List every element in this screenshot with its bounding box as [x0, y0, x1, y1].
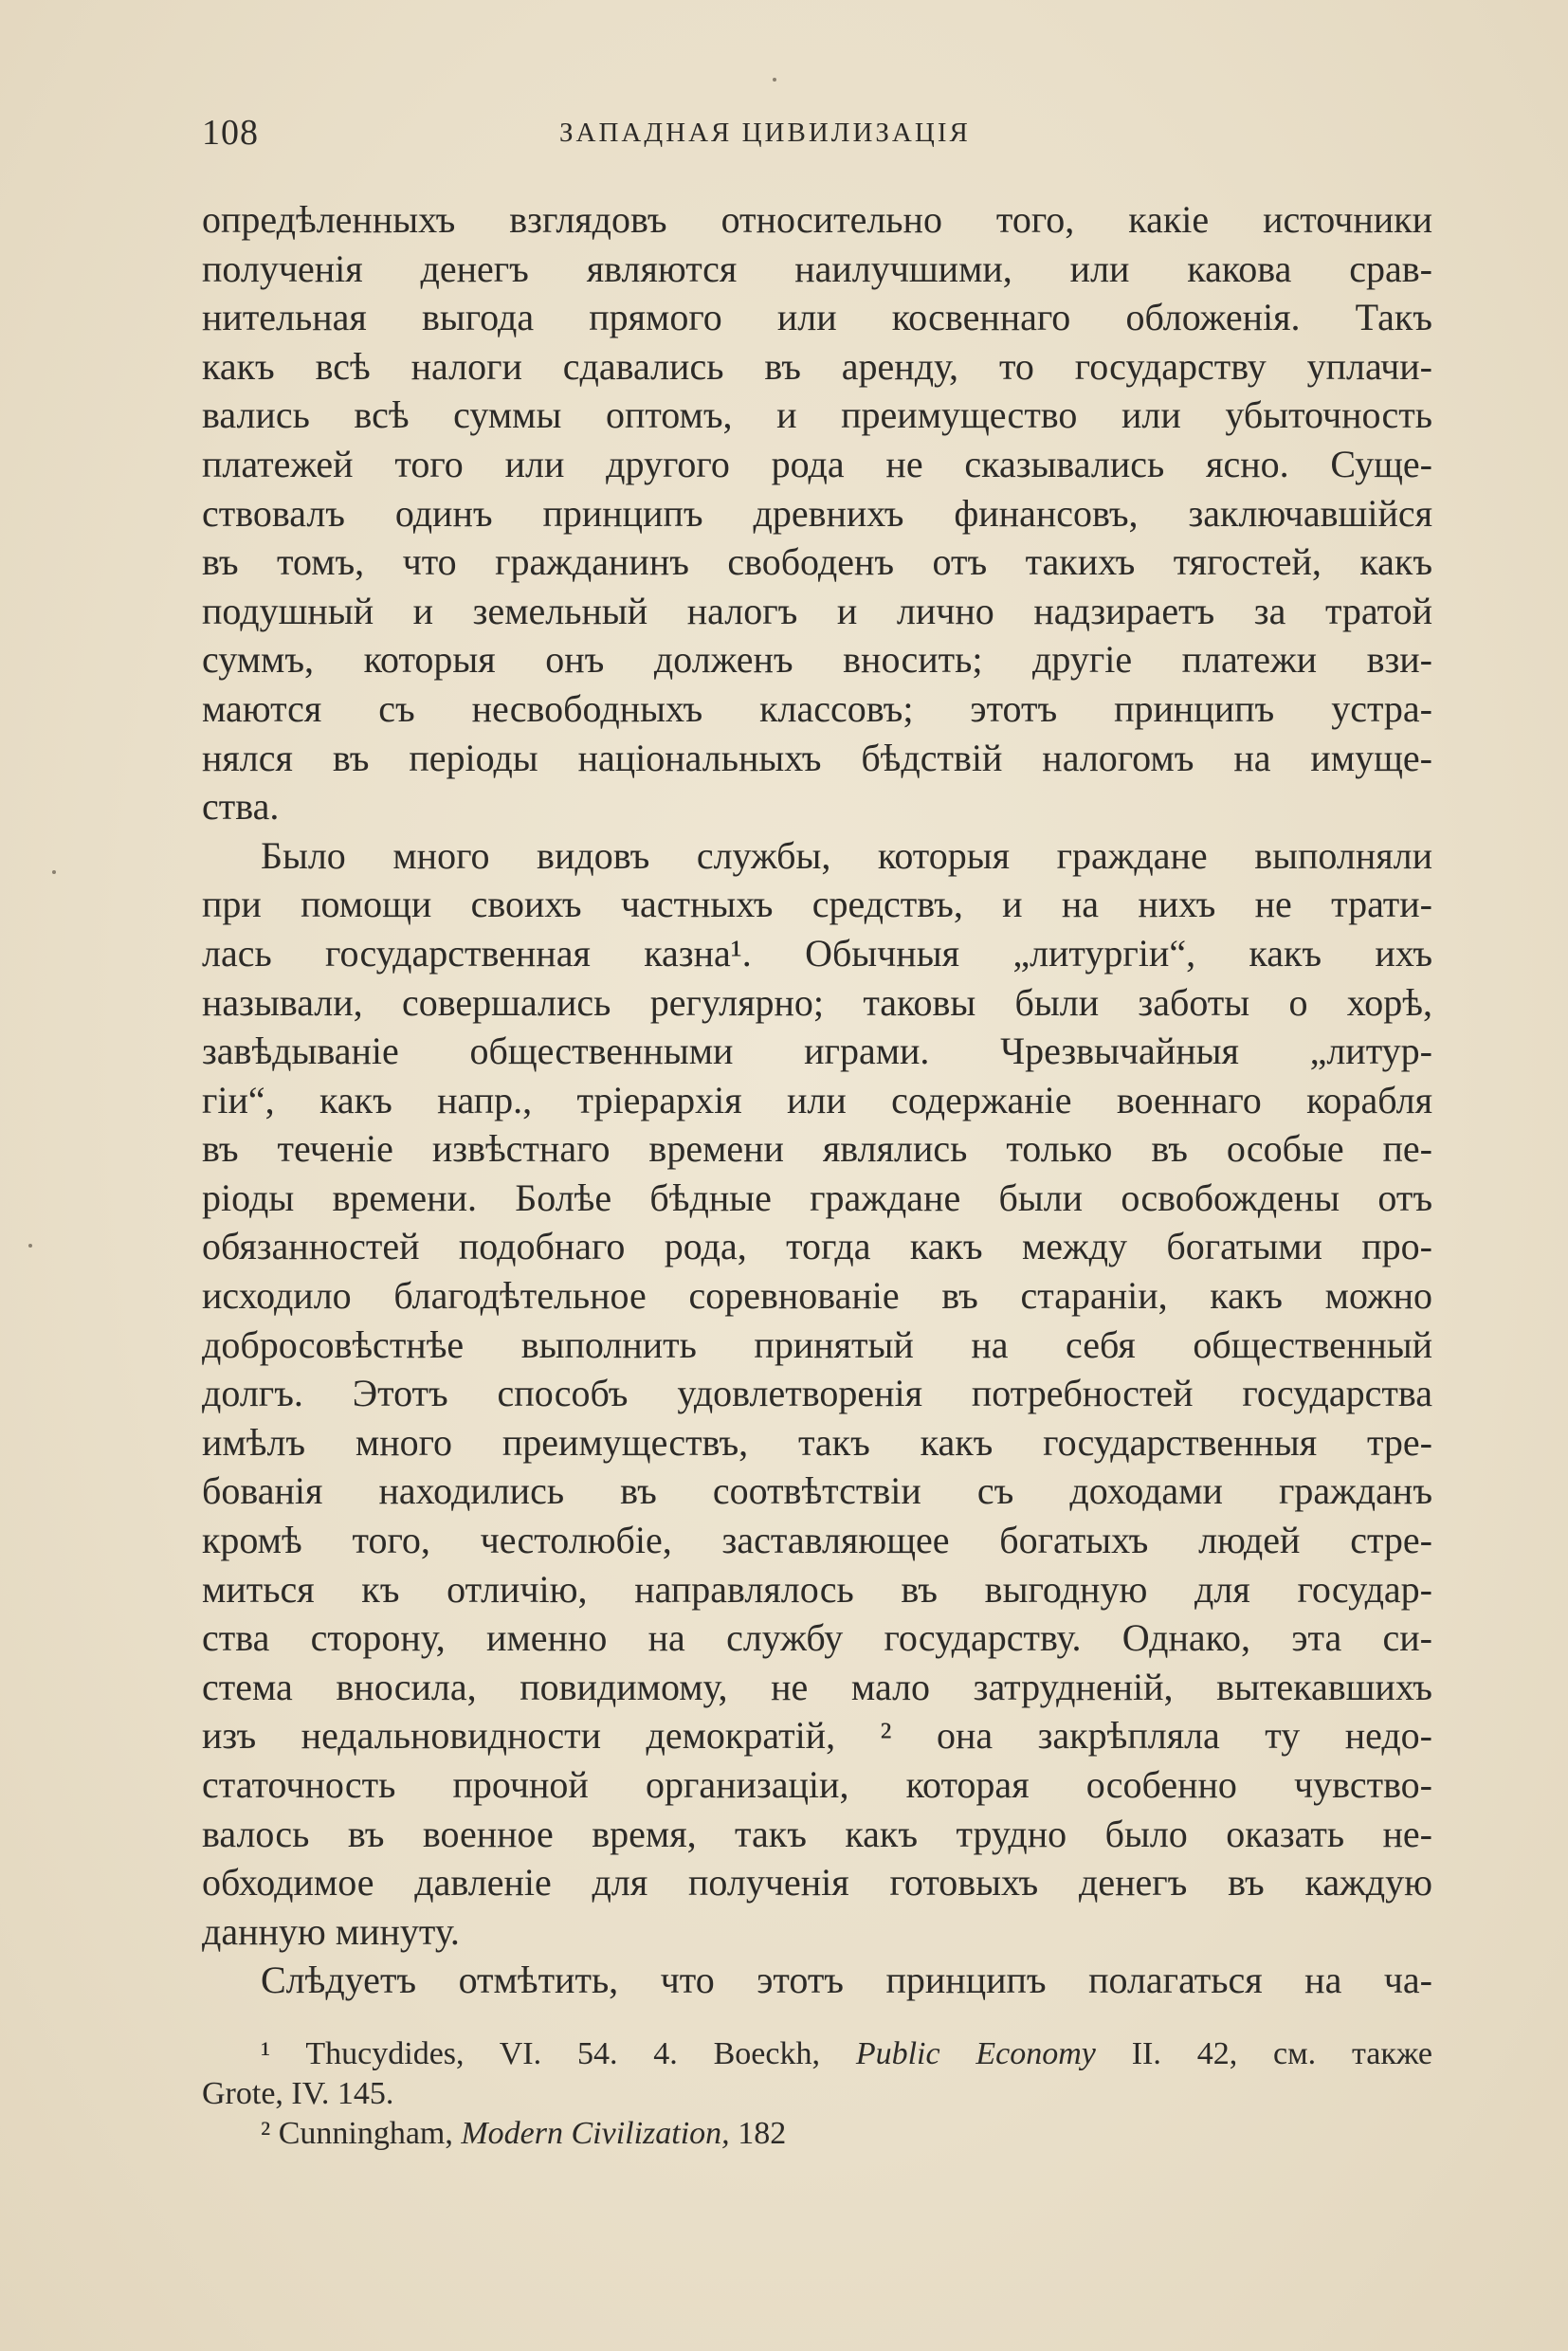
text-line: нительная выгода прямого или косвеннаго обложенія. Такъ — [202, 296, 1432, 339]
text-line: опредѣленныхъ взглядовъ относительно того, какіе источники — [202, 198, 1432, 241]
text-line: лась государственная казна¹. Обычныя „литургіи“, какъ ихъ — [202, 931, 1432, 975]
footnote-1-continuation: Grote, IV. 145. — [202, 2076, 394, 2111]
text-line: суммъ, которыя онъ долженъ вносить; другіе платежи взи- — [202, 638, 1432, 682]
text-line: обязанностей подобнаго рода, тогда какъ между богатыми про- — [202, 1225, 1432, 1268]
text-line: въ теченіе извѣстнаго времени являлись только въ особые пе- — [202, 1127, 1432, 1171]
footnote-text: ¹ Thucydides, VI. 54. 4. Boeckh, — [261, 2036, 856, 2071]
footnote-book-title: Public Economy — [855, 2036, 1096, 2071]
paragraph-start-line: Слѣдуетъ отмѣтить, что этотъ принципъ полагаться на ча- — [261, 1959, 1432, 2002]
paragraph-start-line: Было много видовъ службы, которыя граждане выполняли — [261, 833, 1432, 877]
text-line: вались всѣ суммы оптомъ, и преимущество или убыточность — [202, 393, 1432, 437]
paper-speck — [52, 870, 56, 874]
body-text — [202, 195, 1432, 2005]
text-line: ства. — [202, 785, 280, 829]
text-line: въ томъ, что гражданинъ свободенъ отъ такихъ тягостей, какъ — [202, 540, 1432, 584]
text-line: гіи“, какъ напр., тріерархія или содержаніе военнаго корабля — [202, 1078, 1432, 1121]
text-line: ріоды времени. Болѣе бѣдные граждане были освобождены отъ — [202, 1176, 1432, 1219]
text-line: имѣлъ много преимуществъ, такъ какъ государственныя тре- — [202, 1420, 1432, 1464]
text-line: маются съ несвободныхъ классовъ; этотъ принципъ устра- — [202, 686, 1432, 730]
footnote-text: 182 — [729, 2116, 787, 2151]
text-line: называли, совершались регулярно; таковы были заботы о хорѣ, — [202, 980, 1432, 1024]
text-line: завѣдываніе общественными играми. Чрезвычайныя „литур- — [202, 1030, 1432, 1073]
text-line: платежей того или другого рода не сказывались ясно. Суще- — [202, 442, 1432, 485]
text-line: кромѣ того, честолюбіе, заставляющее богатыхъ людей стре- — [202, 1519, 1432, 1562]
text-line: подушный и земельный налогъ и лично надзираетъ за тратой — [202, 589, 1432, 632]
page-number: 108 — [202, 113, 259, 153]
text-line: добросовѣстнѣе выполнить принятый на себя общественный — [202, 1322, 1432, 1366]
paper-speck — [773, 78, 776, 82]
text-line: данную минуту. — [202, 1909, 460, 1953]
text-line: исходило благодѣтельное соревнованіе въ стараніи, какъ можно — [202, 1274, 1432, 1318]
text-line: миться къ отличію, направлялось въ выгодную для государ- — [202, 1567, 1432, 1611]
footnote-text: ² Cunningham, — [261, 2116, 462, 2151]
text-line: валось въ военное время, такъ какъ трудно было оказать не- — [202, 1812, 1432, 1855]
text-line: изъ недальновидности демократій, ² она закрѣпляла ту недо- — [202, 1714, 1432, 1758]
footnote-text: II. 42, см. также — [1095, 2036, 1432, 2071]
paper-speck — [28, 1244, 32, 1248]
text-line: нялся въ періоды національныхъ бѣдствій налогомъ на имуще- — [202, 736, 1432, 779]
text-line: какъ всѣ налоги сдавались въ аренду, то государству уплачи- — [202, 344, 1432, 388]
text-line: ствовалъ одинъ принципъ древнихъ финансовъ, заключавшійся — [202, 491, 1432, 535]
footnote-2 — [202, 2114, 1432, 2154]
text-line: статочность прочной организаціи, которая особенно чувство- — [202, 1763, 1432, 1806]
footnote-book-title: Modern Civilization, — [461, 2116, 730, 2151]
text-line: ства сторону, именно на службу государству. Однако, эта си- — [202, 1616, 1432, 1660]
text-line: обходимое давленіе для полученія готовыхъ денегъ въ каждую — [202, 1861, 1432, 1904]
text-line: полученія денегъ являются наилучшими, или какова срав- — [202, 246, 1432, 290]
text-line: бованія находились въ соотвѣтствіи съ доходами гражданъ — [202, 1469, 1432, 1513]
text-line: долгъ. Этотъ способъ удовлетворенія потребностей государства — [202, 1372, 1432, 1415]
footnotes — [202, 2034, 1432, 2154]
text-line: стема вносила, повидимому, не мало затрудненій, вытекавшихъ — [202, 1665, 1432, 1708]
footnote-1 — [202, 2034, 1432, 2074]
running-title: ЗАПАДНАЯ ЦИВИЛИЗАЦІЯ — [559, 118, 971, 148]
text-line: при помощи своихъ частныхъ средствъ, и на нихъ не трати- — [202, 883, 1432, 926]
